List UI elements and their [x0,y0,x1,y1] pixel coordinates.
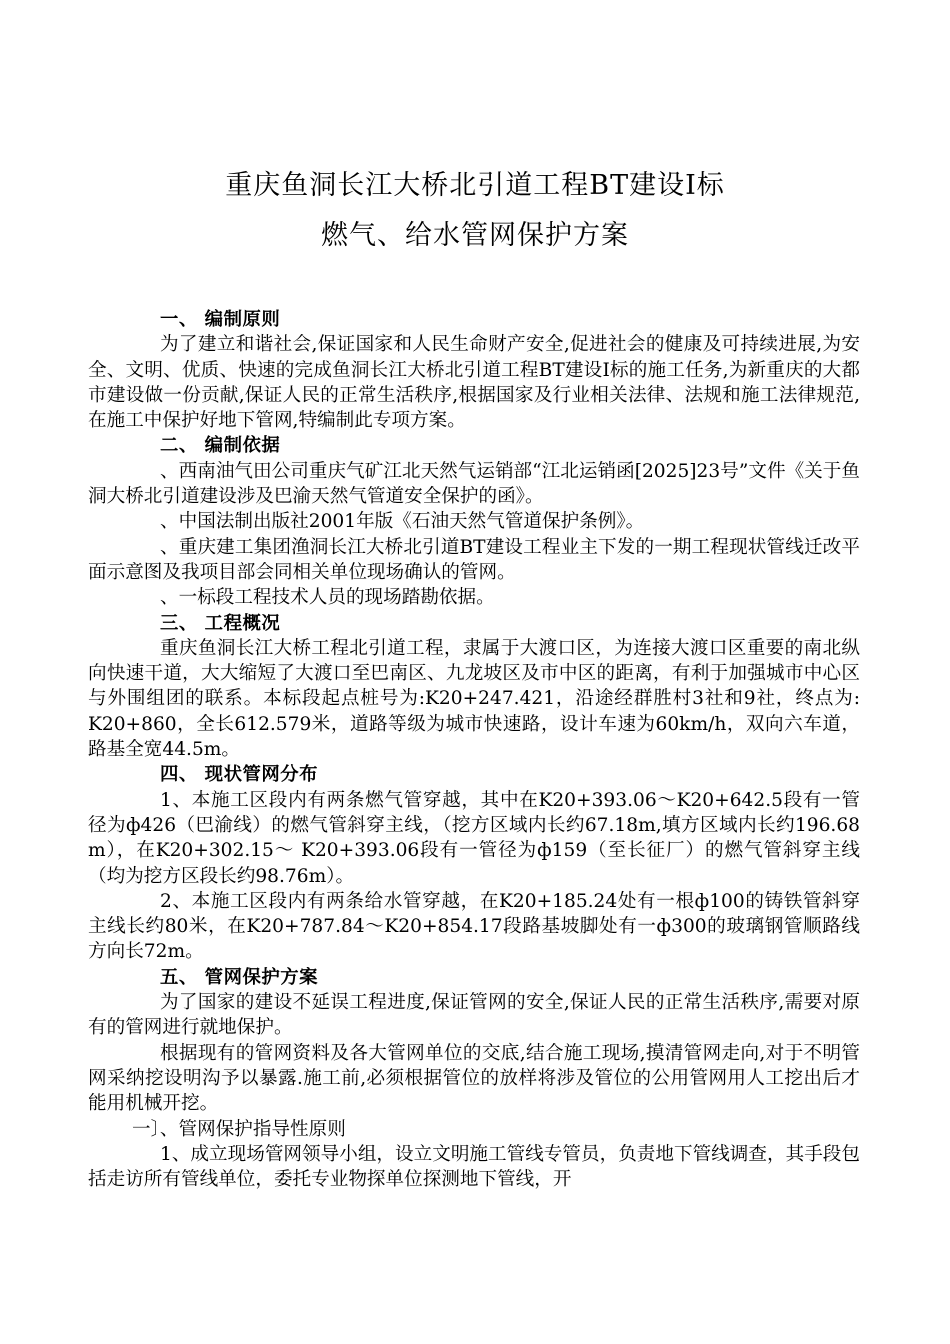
subsection-heading: 一〕、管网保护指导性原则 [132,1118,346,1140]
paragraph: 、中国法制出版社2001年版《石油天然气管道保护条例》。 [160,511,645,533]
paragraph: 1、成立现场管网领导小组，设立文明施工管线专管员，负责地下管线调查，其手段包括走访所有管线单位，委托专业物探单位探测地下管线，开 [88,1143,860,1191]
document-title-line2: 燃气、给水管网保护方案 [321,220,629,251]
paragraph: 为了国家的建设不延误工程进度,保证管网的安全,保证人民的正常生活秩序,需要对原有的管网进行就地保护。 [88,992,860,1039]
paragraph: 1、本施工区段内有两条燃气管穿越，其中在K20+393.06～K20+642.5段有一管径为ф426（巴渝线）的燃气管斜穿主线，（挖方区域内长约67.18m,填方区域内长约196.68 m），在K20+302.15～ K20+393.06段有一管径为ф159（至长征厂）的燃气管斜穿主线（均为挖方区段长约98.76m）。 [88,789,860,887]
document-title-line1: 重庆鱼洞长江大桥北引道工程BT建设Ⅰ标 [225,170,725,201]
document-body [88,307,860,1192]
section-heading-5: 五、 管网保护方案 [160,966,319,988]
paragraph: 、重庆建工集团渔洞长江大桥北引道BT建设工程业主下发的一期工程现状管线迁改平面示意图及我项目部会同相关单位现场确认的管网。 [88,536,860,583]
paragraph: 、一标段工程技术人员的现场踏勘依据。 [160,587,495,609]
section-heading-3: 三、 工程概况 [160,612,281,634]
section-heading-2: 二、 编制依据 [160,435,281,457]
paragraph: 根据现有的管网资料及各大管网单位的交底,结合施工现场,摸清管网走向,对于不明管网采纳挖设明沟予以暴露.施工前,必须根据管位的放样将涉及管位的公用管网用人工挖出后才能用机械开挖。 [88,1042,860,1115]
paragraph: 、西南油气田公司重庆气矿江北天然气运销部“江北运销函[2025]23号”文件《关于鱼洞大桥北引道建设涉及巴渝天然气管道安全保护的函》。 [88,460,860,508]
section-heading-1: 一、 编制原则 [160,309,281,330]
paragraph: 重庆鱼洞长江大桥工程北引道工程，隶属于大渡口区，为连接大渡口区重要的南北纵向快速干道，大大缩短了大渡口至巴南区、九龙坡区及市中区的距离，有利于加强城市中心区与外围组团的联系。本标段起点桩号为:K20+247.421，沿途经群胜村3社和9社，终点为: K20+860，全长612.579米，道路等级为城市快速路，设计车速为60km/h，双向六车道，路基全宽44.5m。 [88,637,860,761]
section-heading-4: 四、 现状管网分布 [160,764,319,786]
paragraph: 2、本施工区段内有两条给水管穿越，在K20+185.24处有一根ф100的铸铁管斜穿主线长约80米，在K20+787.84～K20+854.17段路基坡脚处有一ф300的玻璃钢管顺路线方向长72m。 [88,890,860,963]
paragraph: 为了建立和谐社会,保证国家和人民生命财产安全,促进社会的健康及可持续进展,为安全、文明、优质、快速的完成鱼洞长江大桥北引道工程BT建设Ⅰ标的施工任务,为新重庆的大都市建设做一份贡献,保证人民的正常生活秩序,根据国家及行业相关法律、法规和施工法律规范,在施工中保护好地下管网,特编制此专项方案。 [88,334,860,432]
